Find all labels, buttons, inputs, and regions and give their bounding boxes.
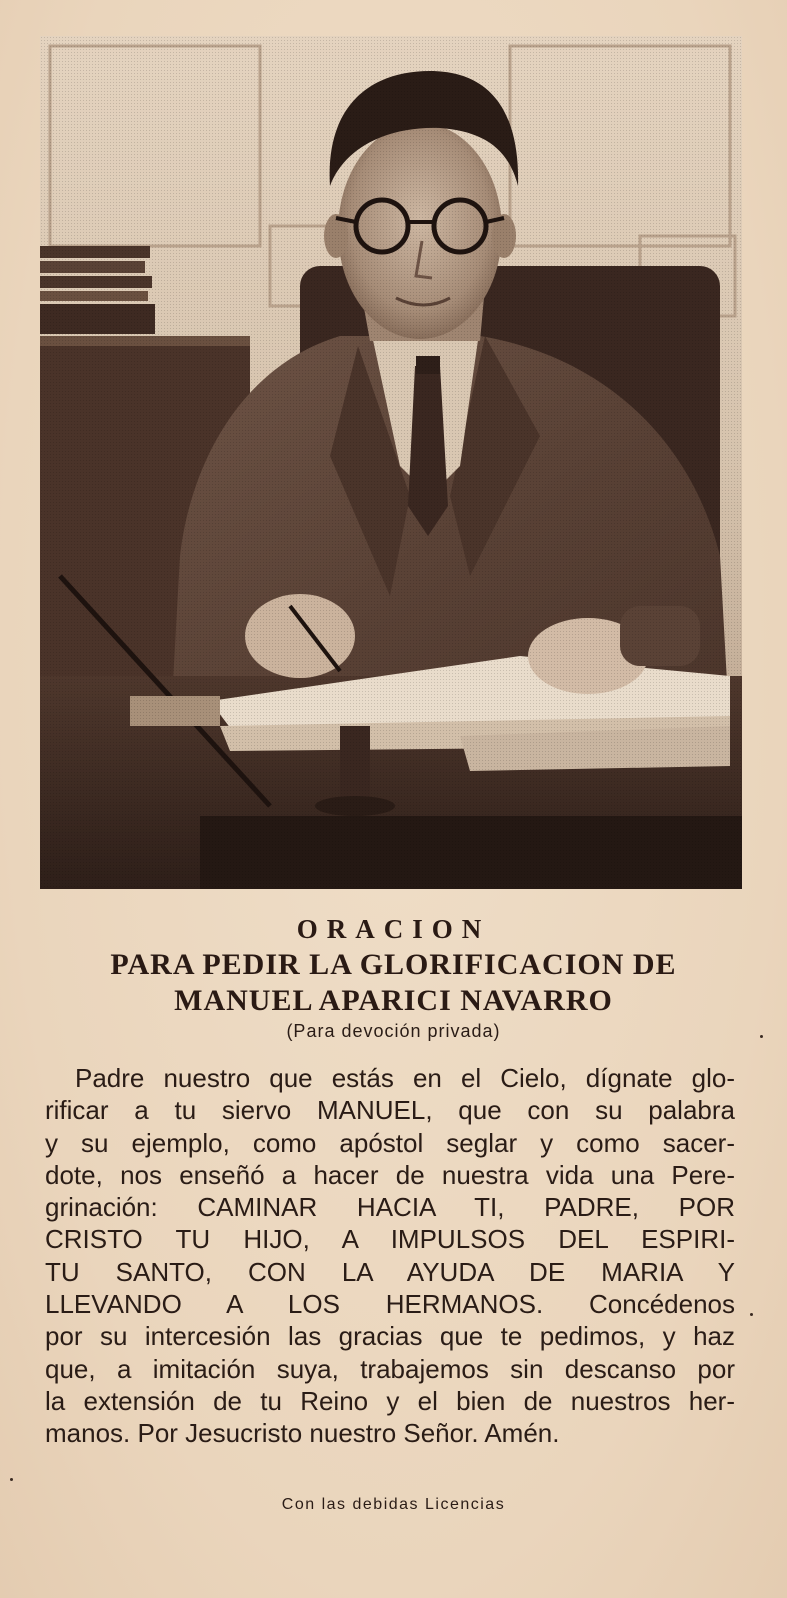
print-speck [750, 1313, 753, 1316]
prayer-line: por su intercesión las gracias que te pedimos, y haz [45, 1321, 735, 1352]
prayer-line: dote, nos enseñó a hacer de nuestra vida una Pere- [45, 1159, 735, 1190]
prayer-title-line-3: MANUEL APARICI NAVARRO [174, 984, 613, 1017]
prayer-line: que, a imitación suya, trabajemos sin descanso por [45, 1353, 735, 1384]
print-speck [10, 1478, 13, 1481]
prayer-line: y su ejemplo, como apóstol seglar y como sacer- [45, 1127, 735, 1158]
prayer-line: manos. Por Jesucristo nuestro Señor. Amén. [45, 1418, 560, 1449]
prayer-title-line-2: PARA PEDIR LA GLORIFICACION DE [110, 948, 677, 981]
prayer-line: la extensión de tu Reino y el bien de nuestros her- [45, 1385, 735, 1416]
prayer-line: rificar a tu siervo MANUEL, que con su palabra [45, 1095, 735, 1126]
prayer-line: grinación: CAMINAR HACIA TI, PADRE, POR [45, 1192, 735, 1223]
prayer-subtitle: (Para devoción privada) [286, 1021, 501, 1041]
portrait-photo [40, 36, 742, 889]
prayer-line: CRISTO TU HIJO, A IMPULSOS DEL ESPIRI- [45, 1224, 735, 1255]
prayer-line: Padre nuestro que estás en el Cielo, dígnate glo- [75, 1063, 735, 1093]
licencias-note: Con las debidas Licencias [281, 1496, 506, 1513]
prayer-title: ORACION [296, 914, 491, 944]
print-speck [760, 1035, 763, 1038]
prayer-line: LLEVANDO A LOS HERMANOS. Concédenos [45, 1289, 735, 1320]
prayer-text [45, 1062, 735, 1450]
prayer-line: TU SANTO, CON LA AYUDA DE MARIA Y [45, 1256, 735, 1287]
